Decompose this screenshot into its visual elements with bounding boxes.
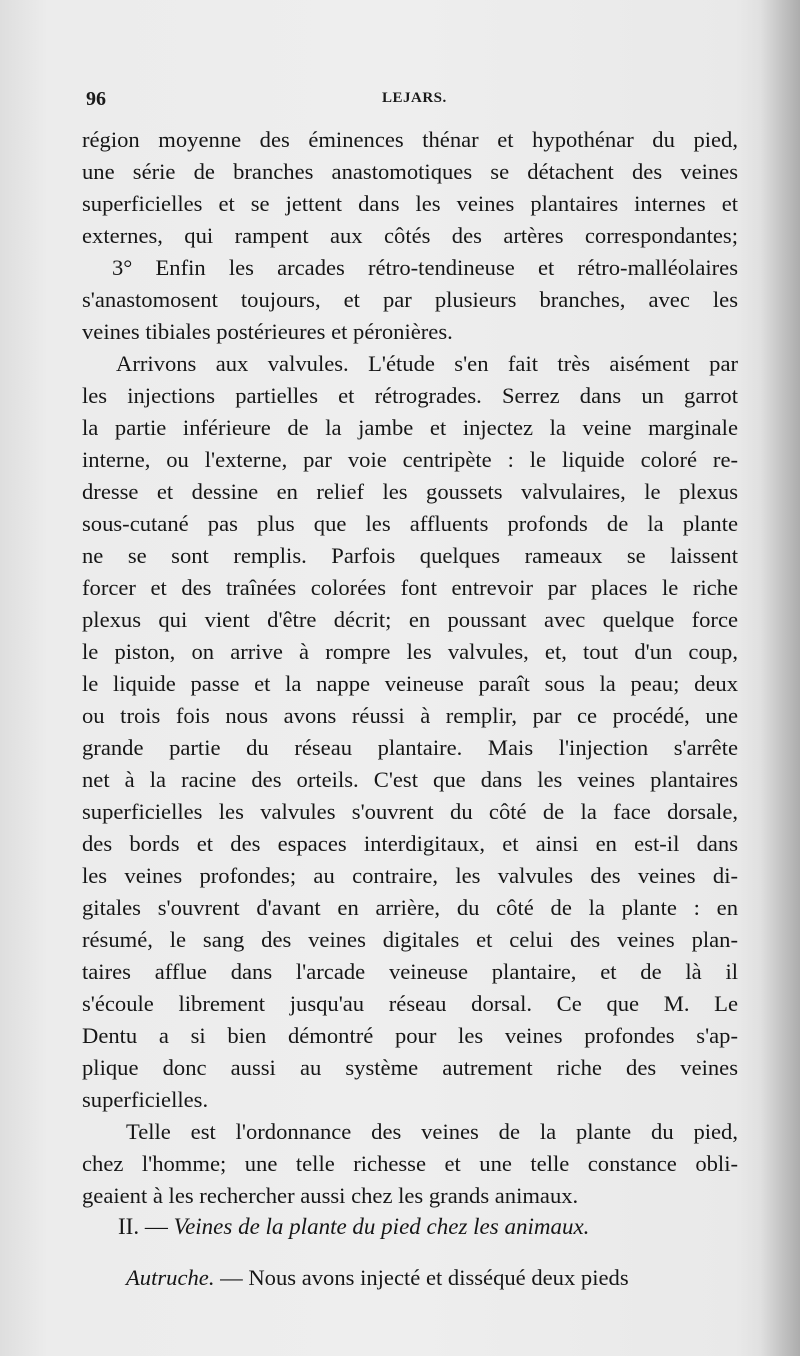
- text-line: résumé, le sang des veines digitales et celui des veines plan-: [82, 927, 738, 952]
- text-line: forcer et des traînées colorées font entrevoir par places le riche: [82, 575, 738, 600]
- text-line: taires afflue dans l'arcade veineuse plantaire, et de là il: [82, 959, 738, 984]
- text-line: interne, ou l'externe, par voie centripète : le liquide coloré re-: [82, 447, 738, 472]
- text-line: le liquide passe et la nappe veineuse paraît sous la peau; deux: [82, 671, 738, 696]
- text-line: plexus qui vient d'être décrit; en poussant avec quelque force: [82, 607, 738, 632]
- text-line: région moyenne des éminences thénar et hypothénar du pied,: [82, 127, 738, 152]
- text-line: Arrivons aux valvules. L'étude s'en fait très aisément par: [116, 351, 738, 376]
- text-line: Telle est l'ordonnance des veines de la plante du pied,: [126, 1119, 738, 1144]
- running-head: LEJARS.: [382, 90, 447, 106]
- text-line: veines tibiales postérieures et péronières.: [82, 319, 453, 344]
- text-line: s'anastomosent toujours, et par plusieurs branches, avec les: [82, 287, 738, 312]
- text-line: Dentu a si bien démontré pour les veines profondes s'ap-: [82, 1023, 738, 1048]
- text-line: dresse et dessine en relief les goussets valvulaires, le plexus: [82, 479, 738, 504]
- text-line: grande partie du réseau plantaire. Mais l'injection s'arrête: [82, 735, 738, 760]
- paragraph-lead: Autruche.: [126, 1265, 215, 1290]
- text-line: une série de branches anastomotiques se détachent des veines: [82, 159, 738, 184]
- text-line: net à la racine des orteils. C'est que dans les veines plantaires: [82, 767, 738, 792]
- text-line: superficielles et se jettent dans les veines plantaires internes et: [82, 191, 738, 216]
- text-line: sous-cutané pas plus que les affluents profonds de la plante: [82, 511, 738, 536]
- section-title: Veines de la plante du pied chez les animaux.: [173, 1214, 590, 1239]
- text-line: chez l'homme; une telle richesse et une telle constance obli-: [82, 1151, 738, 1176]
- paragraph-text: — Nous avons injecté et disséqué deux pieds: [220, 1265, 629, 1290]
- text-line: les injections partielles et rétrogrades. Serrez dans un garrot: [82, 383, 738, 408]
- text-line: des bords et des espaces interdigitaux, et ainsi en est-il dans: [82, 831, 738, 856]
- page-edge-shadow: [760, 0, 800, 1356]
- section-number: II. —: [118, 1214, 168, 1239]
- text-line: geaient à les rechercher aussi chez les grands animaux.: [82, 1183, 579, 1208]
- final-paragraph-line: [126, 1262, 750, 1294]
- text-line: ne se sont remplis. Parfois quelques rameaux se laissent: [82, 543, 738, 568]
- text-line: les veines profondes; au contraire, les valvules des veines di-: [82, 863, 738, 888]
- text-line: ou trois fois nous avons réussi à remplir, par ce procédé, une: [82, 703, 738, 728]
- text-line: 3° Enfin les arcades rétro-tendineuse et rétro-malléolaires: [112, 255, 738, 280]
- text-line: plique donc aussi au système autrement riche des veines: [82, 1055, 738, 1080]
- text-line: s'écoule librement jusqu'au réseau dorsal. Ce que M. Le: [82, 991, 738, 1016]
- text-line: superficielles.: [82, 1087, 209, 1112]
- section-heading: [118, 1210, 758, 1244]
- page-header: [86, 88, 726, 112]
- text-line: superficielles les valvules s'ouvrent du côté de la face dorsale,: [82, 799, 738, 824]
- text-line: la partie inférieure de la jambe et injectez la veine marginale: [82, 415, 738, 440]
- page-number: 96: [86, 88, 106, 110]
- text-line: externes, qui rampent aux côtés des artères correspondantes;: [82, 223, 738, 248]
- text-line: gitales s'ouvrent d'avant en arrière, du côté de la plante : en: [82, 895, 738, 920]
- text-line: le piston, on arrive à rompre les valvules, et, tout d'un coup,: [82, 639, 738, 664]
